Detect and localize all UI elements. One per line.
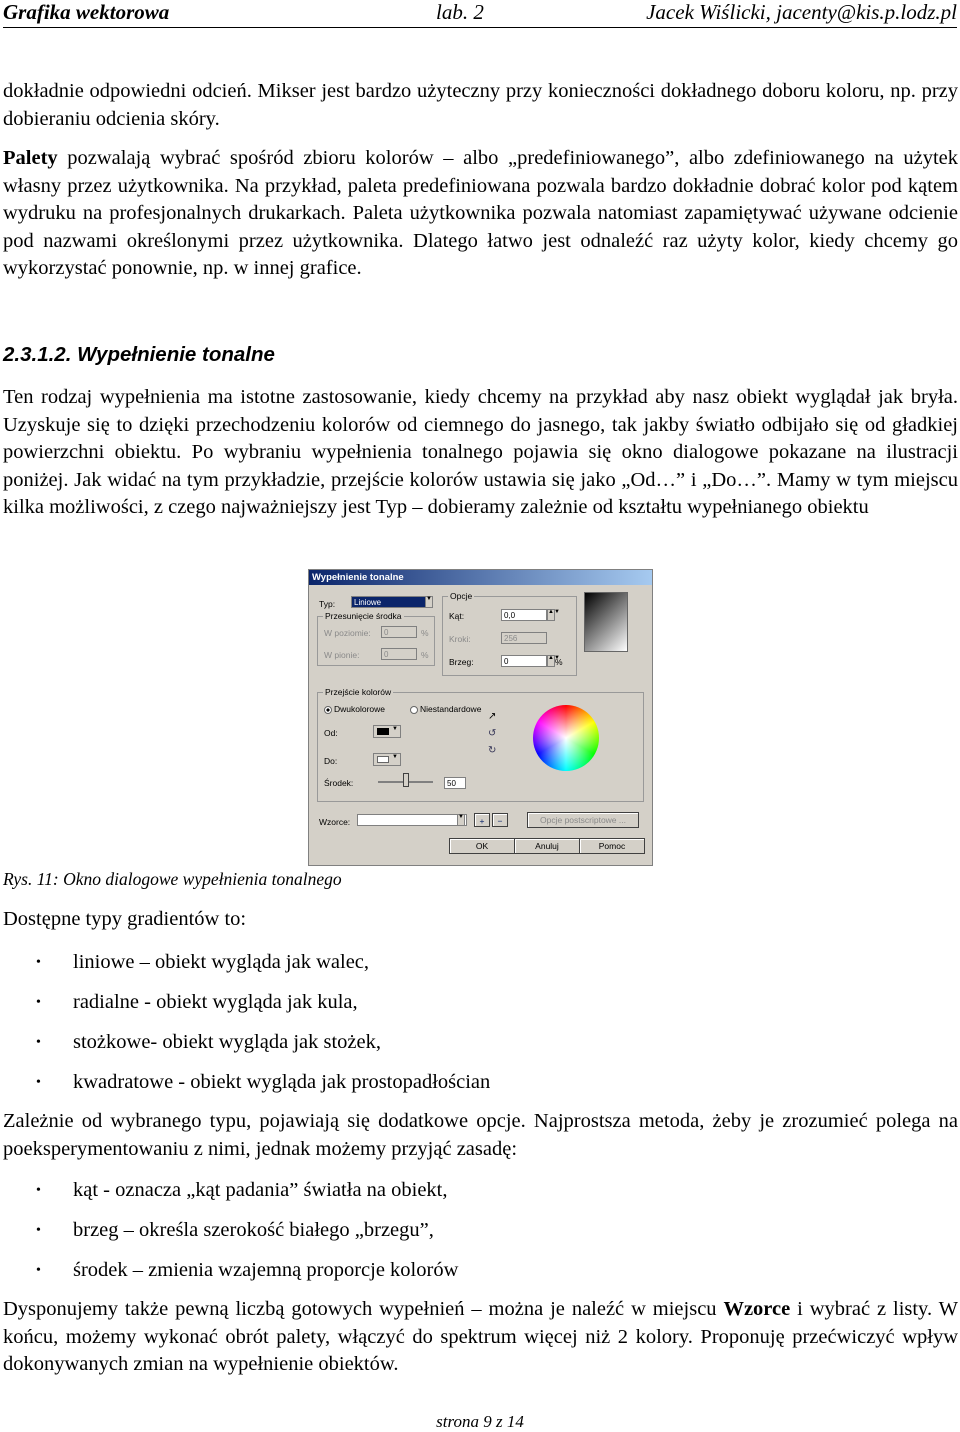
kat-label: Kąt:: [449, 611, 465, 621]
opcje-postscriptowe-button[interactable]: Opcje postscriptowe ...: [527, 812, 639, 828]
w-poziomie-label: W poziomie:: [324, 628, 371, 638]
brzeg-input[interactable]: 0: [501, 655, 547, 667]
color-wheel[interactable]: [533, 705, 599, 771]
gradient-preview: [584, 592, 628, 652]
figure-caption: Rys. 11: Okno dialogowe wypełnienia tonalnego: [3, 869, 342, 889]
do-swatch: [377, 756, 389, 763]
w-pionie-percent: %: [421, 650, 429, 660]
gradient-fill-dialog: [308, 569, 653, 866]
typ-value: Liniowe: [354, 598, 382, 607]
presets-text-1: Dysponujemy także pewną liczbą gotowych wypełnień – można je naleźć w miejscu: [3, 1298, 724, 1320]
list-item: • liniowe – obiekt wygląda jak walec,: [0, 949, 490, 989]
header-title: Grafika wektorowa: [3, 0, 170, 24]
wzorce-label: Wzorce:: [319, 817, 351, 827]
anuluj-button[interactable]: Anuluj: [514, 838, 580, 854]
radio-on-icon: [324, 706, 332, 714]
section-heading: 2.3.1.2. Wypełnienie tonalne: [3, 343, 275, 366]
header-author: Jacek Wiślicki, jacenty@kis.p.lodz.pl: [646, 0, 957, 24]
list-item: • kąt - oznacza „kąt padania” światła na obiekt,: [0, 1177, 458, 1217]
kat-input[interactable]: 0,0: [501, 609, 547, 621]
pomoc-button[interactable]: Pomoc: [579, 838, 645, 854]
rotate-ccw-icon[interactable]: ↺: [488, 728, 497, 739]
kroki-input[interactable]: 256: [501, 632, 547, 644]
srodek-label: Środek:: [324, 778, 354, 788]
typ-dropdown-arrow-icon[interactable]: ▼: [425, 596, 433, 608]
dwukolorowe-label: Dwukolorowe: [334, 704, 386, 714]
w-poziomie-percent: %: [421, 628, 429, 638]
brzeg-spinner-icon[interactable]: ▲▼: [547, 655, 555, 667]
dialog-titlebar: Wypełnienie tonalne: [309, 570, 652, 585]
do-color-button[interactable]: [373, 753, 401, 766]
niestandardowe-label: Niestandardowe: [420, 704, 482, 714]
od-arrow-icon: ▼: [392, 726, 398, 732]
paragraph-options: Zależnie od wybranego typu, pojawiają się dodatkowe opcje. Najprostsza metoda, żeby je zrozumieć polega na poeksperymentowaniu z nimi, jednak możemy przyjąć zasadę:: [3, 1110, 958, 1160]
list-item: • radialne - obiekt wygląda jak kula,: [0, 989, 490, 1029]
presets-text-2: i wybrać z listy. W końcu, możemy wykonać obrót palety, włączyć do spektrum więcej niż 2 kolory. Proponuję przećwiczyć wpływ dokonywanych zmian na wypełnienie obiektów.: [3, 1298, 958, 1375]
remove-preset-icon[interactable]: −: [492, 813, 508, 827]
kat-spinner-icon[interactable]: ▲▼: [547, 609, 555, 621]
wzorce-term: Wzorce: [723, 1298, 791, 1320]
ok-button[interactable]: OK: [449, 838, 515, 854]
header-lab: lab. 2: [436, 0, 484, 24]
paragraph-mixer: dokładnie odpowiedni odcień. Mikser jest bardzo użyteczny przy konieczności dokładnego doboru koloru, np. przy dobieraniu odcienia skóry.: [3, 80, 958, 130]
rotate-cw-icon[interactable]: ↻: [488, 745, 497, 756]
gradient-types-list: [0, 949, 490, 1109]
typ-label: Typ:: [319, 599, 336, 609]
opcje-label: Opcje: [450, 591, 473, 601]
palety-term: Palety: [3, 147, 58, 169]
list-item: • brzeg – określa szerokość białego „brzegu”,: [0, 1217, 458, 1257]
dwukolorowe-radio[interactable]: [324, 704, 385, 714]
typ-select[interactable]: [351, 596, 433, 608]
paragraph-gradient-fill: Ten rodzaj wypełnienia ma istotne zastosowanie, kiedy chcemy na przykład aby nasz obiekt wyglądał jak bryła. Uzyskuje się to dzięki przechodzeniu kolorów od ciemnego do jasnego, tak jakby światło odbijało się od gładkiej powierzchni obiektu. Po wybraniu wypełnienia tonalnego pojawia się okno dialogowe pokazane na ilustracji poniżej. Jak widać na tym przykładzie, przejście kolorów ustawia się jako „Od…” i „Do…”. Mamy w tym miejscu kilka możliwości, z czego najważniejszy jest Typ – dobieramy zależnie od kształtu wypełnianego obiektu: [3, 386, 958, 518]
wzorce-dropdown-arrow-icon[interactable]: ▼: [457, 814, 465, 826]
kroki-label: Kroki:: [449, 634, 471, 644]
palety-text: pozwalają wybrać spośród zbioru kolorów – albo „predefiniowanego”, albo zdefiniowanego na użytek własny przez użytkownika. Na przykład, paleta predefiniowana pozwala bardzo dokładnie dobrać kolor pod kątem wydruku na profesjonalnych drukarkach. Paleta użytkownika pozwala natomiast zapamiętywać używane odcienie pod nazwami określonymi przez użytkownika. Dlatego łatwo jest odnaleźć raz użyty kolor, kiedy chcemy go wykorzystać ponownie, np. w innej grafice.: [3, 147, 958, 279]
opcje-group: [442, 591, 577, 676]
przesuniecie-group: [317, 611, 435, 666]
paragraph-palettes: [3, 145, 958, 283]
wzorce-select[interactable]: [357, 814, 467, 826]
do-arrow-icon: ▼: [392, 754, 398, 760]
w-pionie-label: W pionie:: [324, 650, 360, 660]
w-pionie-input[interactable]: 0: [381, 648, 417, 660]
od-label: Od:: [324, 728, 338, 738]
brzeg-percent: %: [555, 657, 563, 667]
list-item: • środek – zmienia wzajemną proporcje kolorów: [0, 1257, 458, 1297]
page-header: [3, 0, 957, 28]
add-preset-icon[interactable]: +: [474, 813, 490, 827]
w-poziomie-input[interactable]: 0: [381, 626, 417, 638]
srodek-input[interactable]: 50: [444, 777, 466, 789]
od-color-button[interactable]: [373, 725, 401, 738]
direct-path-icon[interactable]: ↗: [488, 711, 497, 722]
list-item: • stożkowe- obiekt wygląda jak stożek,: [0, 1029, 490, 1069]
przesuniecie-label: Przesunięcie środka: [325, 611, 402, 621]
brzeg-label: Brzeg:: [449, 657, 474, 667]
page-number: strona 9 z 14: [436, 1412, 524, 1431]
radio-off-icon: [410, 706, 418, 714]
niestandardowe-radio[interactable]: [410, 704, 481, 714]
list-item: • kwadratowe - obiekt wygląda jak prostopadłościan: [0, 1069, 490, 1109]
paragraph-presets: [3, 1296, 958, 1379]
przejscie-label: Przejście kolorów: [325, 687, 392, 697]
gradient-types-intro: Dostępne typy gradientów to:: [3, 908, 247, 930]
srodek-slider-thumb[interactable]: [403, 773, 409, 787]
od-swatch: [377, 728, 389, 735]
options-list: [0, 1177, 458, 1297]
do-label: Do:: [324, 756, 338, 766]
